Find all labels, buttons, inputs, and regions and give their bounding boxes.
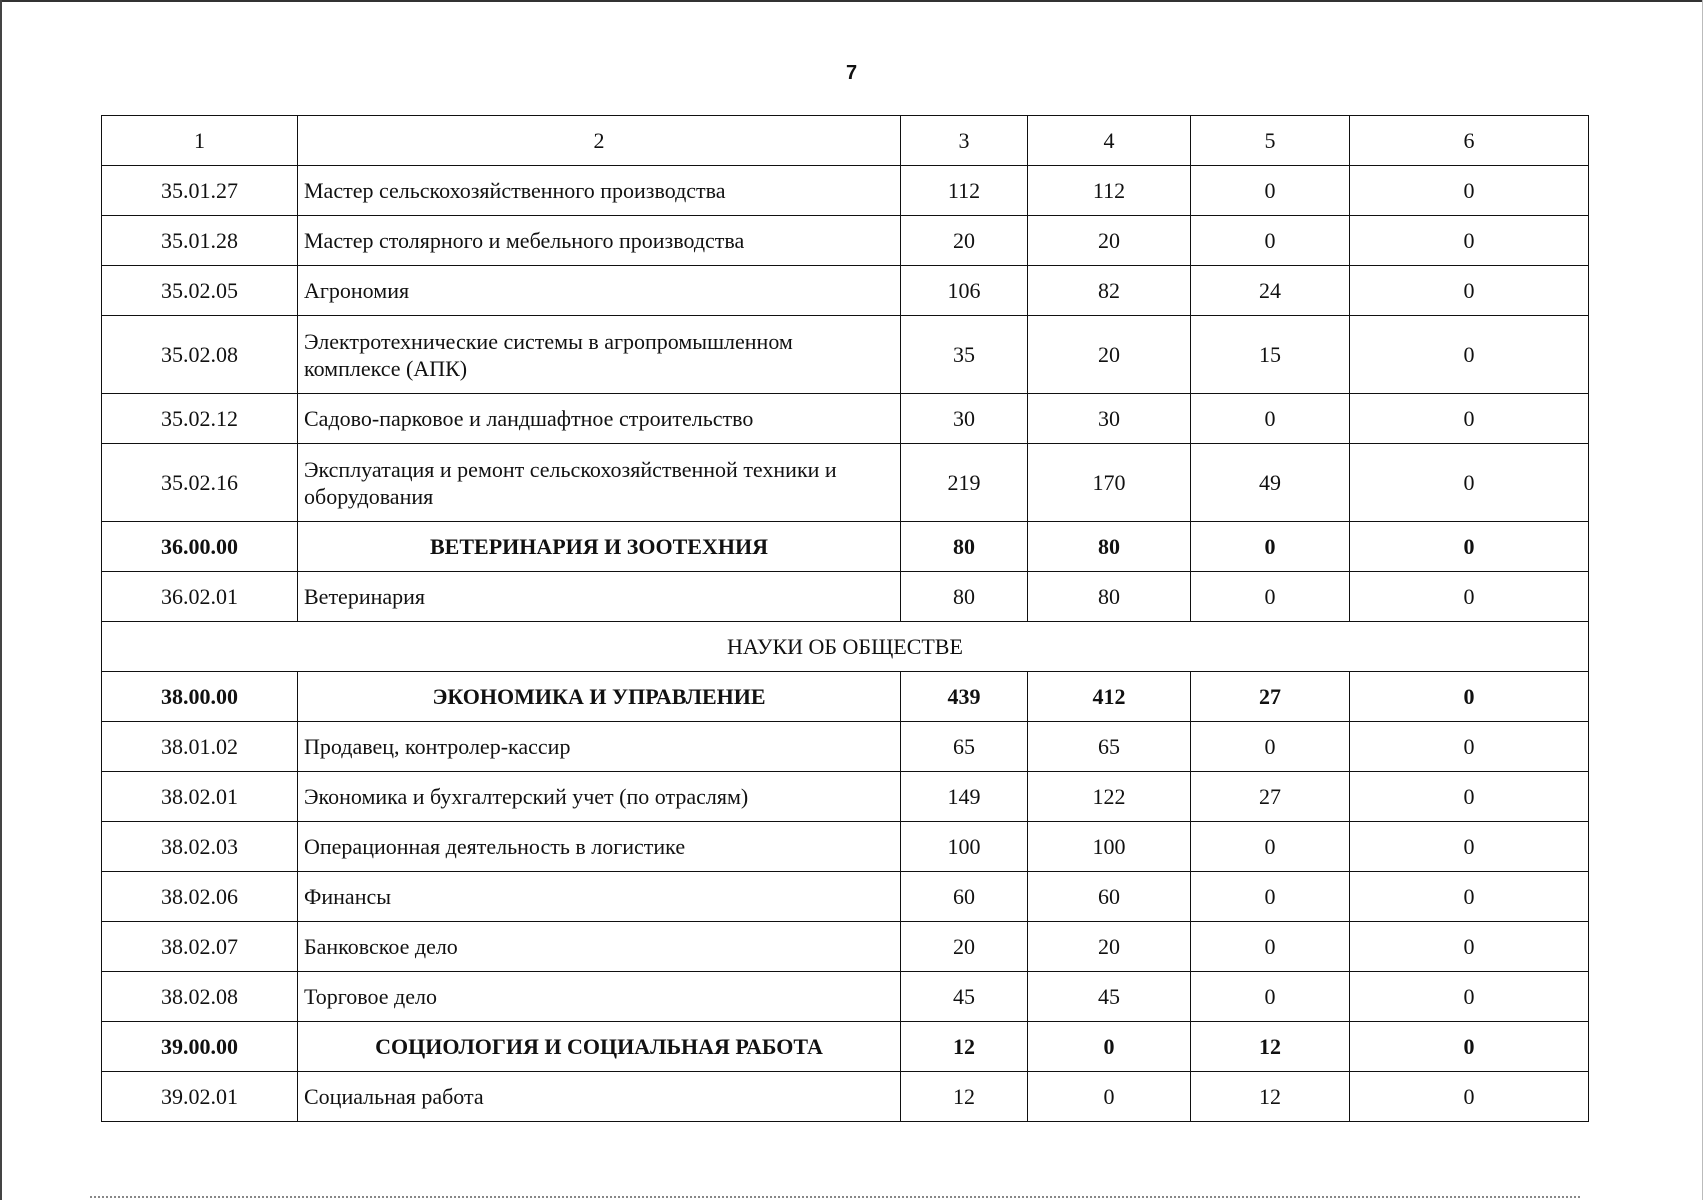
specialty-name: Садово-парковое и ландшафтное строительство [298,394,901,444]
value-col-3: 80 [901,522,1028,572]
specialty-name: ВЕТЕРИНАРИЯ И ЗООТЕХНИЯ [298,522,901,572]
value-col-6: 0 [1350,572,1589,622]
specialty-code: 35.01.27 [102,166,298,216]
value-col-6: 0 [1350,444,1589,522]
value-col-3: 12 [901,1022,1028,1072]
table-row [102,394,1589,444]
value-col-3: 112 [901,166,1028,216]
specialty-code: 38.00.00 [102,672,298,722]
value-col-4: 60 [1028,872,1191,922]
specialty-code: 35.02.08 [102,316,298,394]
specialty-name: Агрономия [298,266,901,316]
value-col-3: 45 [901,972,1028,1022]
value-col-4: 0 [1028,1022,1191,1072]
table-row [102,922,1589,972]
specialty-code: 35.02.05 [102,266,298,316]
specialty-code: 39.02.01 [102,1072,298,1122]
specialties-table [101,115,1589,1122]
value-col-6: 0 [1350,1022,1589,1072]
table-row [102,1072,1589,1122]
group-row [102,672,1589,722]
value-col-6: 0 [1350,166,1589,216]
table-row [102,972,1589,1022]
value-col-5: 15 [1191,316,1350,394]
group-row [102,522,1589,572]
value-col-4: 65 [1028,722,1191,772]
header-col-5: 5 [1191,116,1350,166]
value-col-5: 0 [1191,216,1350,266]
value-col-3: 65 [901,722,1028,772]
scan-border-top [0,0,1703,2]
specialty-name: Банковское дело [298,922,901,972]
section-row [102,622,1589,672]
specialty-name: Электротехнические системы в агропромышленном комплексе (АПК) [298,316,901,394]
value-col-4: 82 [1028,266,1191,316]
specialty-code: 36.02.01 [102,572,298,622]
value-col-3: 80 [901,572,1028,622]
value-col-4: 412 [1028,672,1191,722]
table-row [102,722,1589,772]
value-col-6: 0 [1350,822,1589,872]
value-col-6: 0 [1350,672,1589,722]
value-col-4: 100 [1028,822,1191,872]
value-col-3: 219 [901,444,1028,522]
header-col-2: 2 [298,116,901,166]
specialty-name: Эксплуатация и ремонт сельскохозяйственной техники и оборудования [298,444,901,522]
table-row [102,772,1589,822]
specialty-code: 39.00.00 [102,1022,298,1072]
value-col-4: 20 [1028,316,1191,394]
specialty-name: Операционная деятельность в логистике [298,822,901,872]
value-col-3: 20 [901,922,1028,972]
table-row [102,166,1589,216]
specialty-name: ЭКОНОМИКА И УПРАВЛЕНИЕ [298,672,901,722]
value-col-5: 12 [1191,1022,1350,1072]
specialty-name: Финансы [298,872,901,922]
header-col-3: 3 [901,116,1028,166]
specialty-code: 38.02.08 [102,972,298,1022]
value-col-5: 0 [1191,522,1350,572]
table-body [102,116,1589,1122]
value-col-4: 0 [1028,1072,1191,1122]
value-col-4: 45 [1028,972,1191,1022]
value-col-4: 112 [1028,166,1191,216]
specialty-name: Мастер сельскохозяйственного производства [298,166,901,216]
value-col-3: 30 [901,394,1028,444]
value-col-5: 0 [1191,822,1350,872]
specialty-code: 35.02.12 [102,394,298,444]
value-col-3: 149 [901,772,1028,822]
value-col-6: 0 [1350,266,1589,316]
group-row [102,1022,1589,1072]
value-col-5: 0 [1191,394,1350,444]
value-col-6: 0 [1350,772,1589,822]
page-number: 7 [845,62,858,84]
value-col-3: 60 [901,872,1028,922]
table-row [102,266,1589,316]
header-col-4: 4 [1028,116,1191,166]
specialty-code: 35.02.16 [102,444,298,522]
specialty-code: 38.02.07 [102,922,298,972]
specialty-name: Экономика и бухгалтерский учет (по отраслям) [298,772,901,822]
header-col-6: 6 [1350,116,1589,166]
value-col-4: 80 [1028,572,1191,622]
specialty-code: 38.01.02 [102,722,298,772]
value-col-6: 0 [1350,1072,1589,1122]
specialty-name: Мастер столярного и мебельного производства [298,216,901,266]
table-row [102,316,1589,394]
value-col-5: 0 [1191,872,1350,922]
specialty-code: 35.01.28 [102,216,298,266]
value-col-4: 20 [1028,922,1191,972]
specialty-name: Торговое дело [298,972,901,1022]
value-col-3: 35 [901,316,1028,394]
header-col-1: 1 [102,116,298,166]
specialty-name: Ветеринария [298,572,901,622]
value-col-4: 170 [1028,444,1191,522]
value-col-5: 0 [1191,722,1350,772]
value-col-5: 27 [1191,672,1350,722]
specialty-name: Продавец, контролер-кассир [298,722,901,772]
value-col-6: 0 [1350,972,1589,1022]
specialty-code: 38.02.03 [102,822,298,872]
table-row [102,216,1589,266]
table-row [102,872,1589,922]
specialty-code: 38.02.06 [102,872,298,922]
value-col-4: 30 [1028,394,1191,444]
value-col-3: 106 [901,266,1028,316]
table-header-row [102,116,1589,166]
value-col-3: 439 [901,672,1028,722]
table-row [102,444,1589,522]
value-col-5: 0 [1191,572,1350,622]
value-col-6: 0 [1350,316,1589,394]
scan-artifact-bottom [90,1196,1580,1198]
value-col-5: 27 [1191,772,1350,822]
value-col-6: 0 [1350,722,1589,772]
specialty-code: 36.00.00 [102,522,298,572]
table-row [102,822,1589,872]
value-col-4: 80 [1028,522,1191,572]
section-title: НАУКИ ОБ ОБЩЕСТВЕ [102,622,1589,672]
value-col-3: 20 [901,216,1028,266]
value-col-6: 0 [1350,522,1589,572]
value-col-5: 12 [1191,1072,1350,1122]
value-col-4: 20 [1028,216,1191,266]
value-col-5: 24 [1191,266,1350,316]
specialty-code: 38.02.01 [102,772,298,822]
value-col-3: 100 [901,822,1028,872]
specialty-name: СОЦИОЛОГИЯ И СОЦИАЛЬНАЯ РАБОТА [298,1022,901,1072]
value-col-6: 0 [1350,922,1589,972]
specialty-name: Социальная работа [298,1072,901,1122]
value-col-5: 0 [1191,922,1350,972]
value-col-6: 0 [1350,872,1589,922]
value-col-5: 49 [1191,444,1350,522]
table-row [102,572,1589,622]
value-col-6: 0 [1350,216,1589,266]
value-col-5: 0 [1191,972,1350,1022]
scan-border-left [0,0,2,1200]
value-col-3: 12 [901,1072,1028,1122]
value-col-6: 0 [1350,394,1589,444]
value-col-4: 122 [1028,772,1191,822]
value-col-5: 0 [1191,166,1350,216]
